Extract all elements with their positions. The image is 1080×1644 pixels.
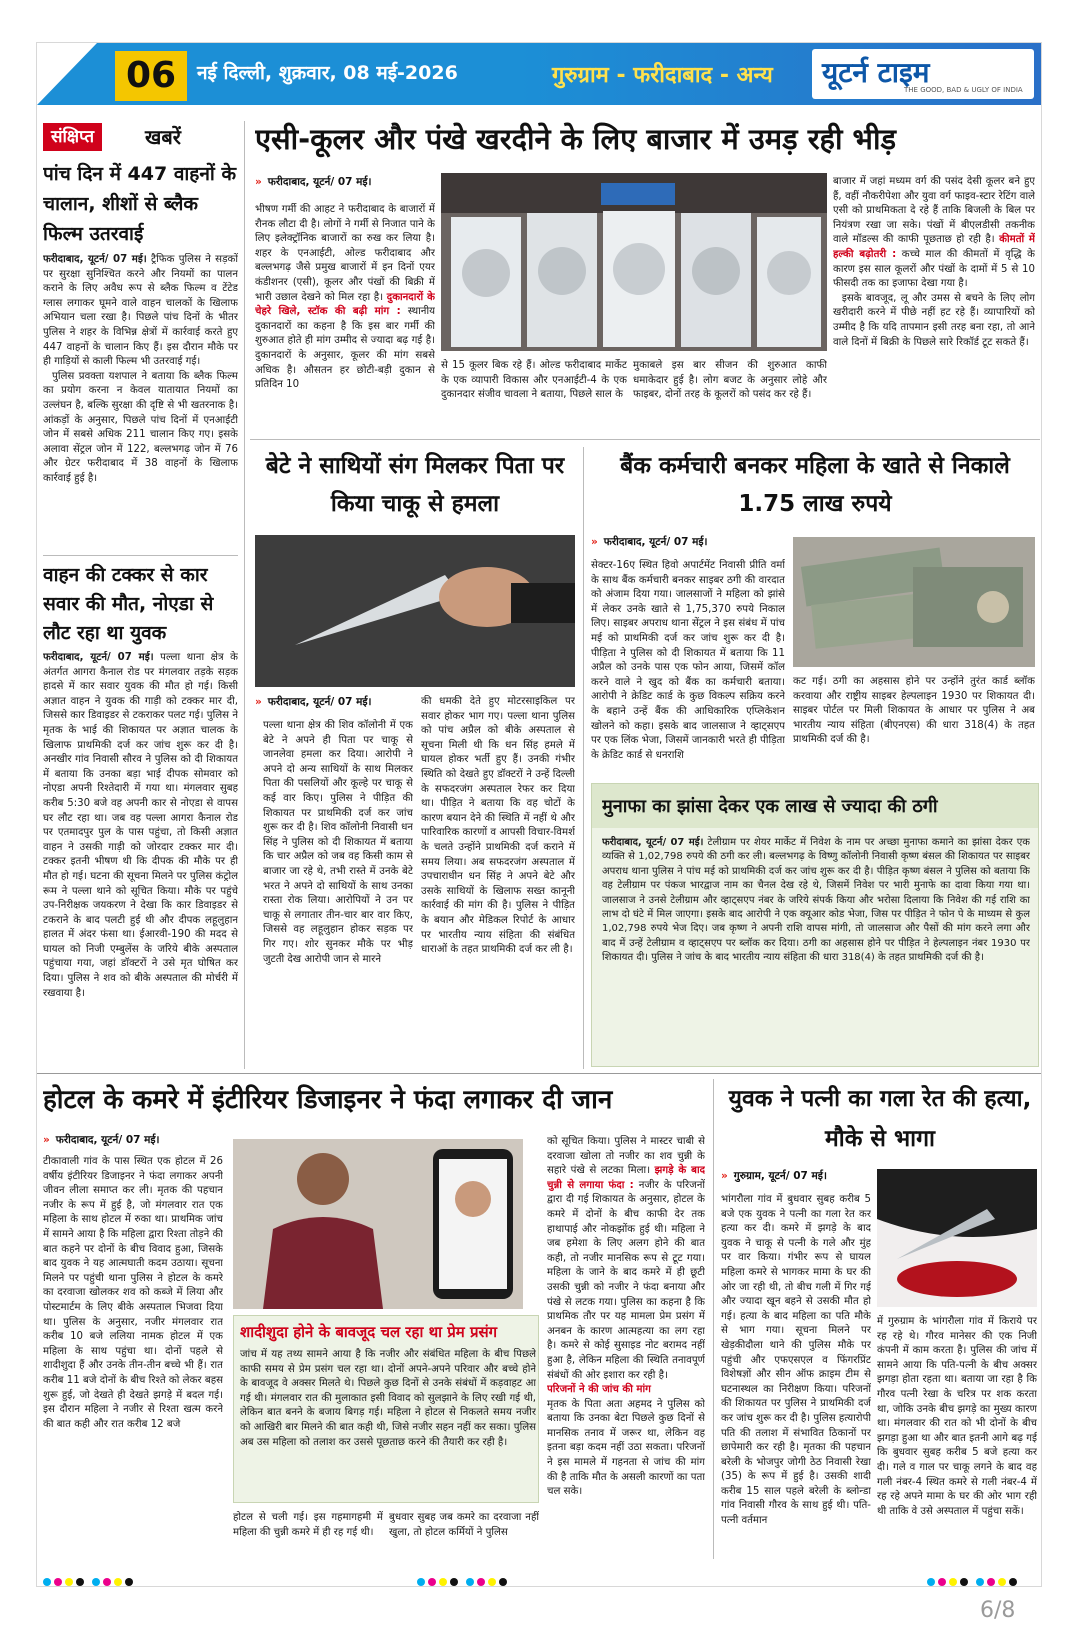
coolers-photo-art	[441, 173, 827, 351]
hotel-bottom2: बुधवार सुबह जब कमरे का दरवाजा नहीं खुला, तो होटल कर्मियों ने पुलिस	[389, 1512, 539, 1538]
crime-photo-art	[877, 1169, 1037, 1307]
masthead	[37, 43, 1042, 105]
love-box-body: जांच में यह तथ्य सामने आया है कि नजीर और संबंधित महिला के बीच पिछले काफी समय से प्रेम प्रसंग चल रहा था। दोनों अपने-अपने परिवार और बच्चे होने के बावजूद वे अक्सर मिलते थे। पिछले कुछ दिनों से उनके संबंधों में कड़वाहट आ गई थी। मंगलवार रात की मुलाकात इसी विवाद को सुलझाने के लिए रखी गई थी, लेकिन बात बनने के बजाय बिगड़ गई। महिला ने होटल से निकलते समय नजीर को आखिरी बार मिलने की बात कही थी, जिसे नजीर सहन नहीं कर सका। पुलिस अब उस महिला को तलाश कर उससे पूछताछ करने की तैयारी कर रही है।	[240, 1349, 536, 1448]
bank-col2: कट गई। ठगी का अहसास होने पर उन्होंने तुरंत कार्ड ब्लॉक करवाया और राष्ट्रीय साइबर हेल्पलाइन 1930 पर शिकायत दी। साइबर पोर्टल पर मिली शिकायत के आधार पर पुलिस ने अब भारतीय न्याय संहिता (बीएनएस) की धारा 318(4) के तहत प्राथमिकी दर्ज की है।	[793, 676, 1035, 746]
column-rule	[244, 121, 245, 1069]
lead-dateline: » फरीदाबाद, यूटर्न/ 07 मई।	[255, 176, 372, 188]
bank-col1: सेक्टर-16ए स्थित हिवो अपार्टमेंट निवासी प्रीति वर्मा के साथ बैंक कर्मचारी बनकर साइबर ठगी की वारदात को अंजाम दिया गया। जालसाजों ने महिला को झांसे में लेकर उनके खाते से 1,75,370 रुपये निकाल लिए। साइबर अपराध थाना सेंट्रल ने इस संबंध में पांच मई को प्राथमिकी दर्ज कर जांच शुरू कर दी है। पीड़िता ने पुलिस को दी शिकायत में बताया कि 11 अप्रैल को उनके पास एक फोन आया, जिसमें कॉल करने वाले ने खुद को बैंक का कर्मचारी बताया। आरोपी ने क्रेडिट कार्ड के कुछ विकल्प सक्रिय करने के बहाने उन्हें बैंक की आधिकारिक एप्लिकेशन खोलने को कहा। इसके बाद जालसाज ने व्हाट्सएप पर एक लिंक भेजा, जिसमें जानकारी भरते ही पीड़िता के क्रेडिट कार्ड से धनराशि	[591, 560, 785, 761]
knife-photo-art	[255, 535, 575, 687]
brief2-body	[43, 651, 238, 1063]
brief1-headline: पांच दिन में 447 वाहनों के चालान, शीशों से ब्लैक फिल्म उतरवाई	[43, 163, 237, 245]
brief2-dateline: फरीदाबाद, यूटर्न/ 07 मई।	[43, 652, 154, 663]
lead-subhead-1: दुकानदारों के चेहरे खिले, स्टॉक की बढ़ी मांग :	[255, 291, 435, 318]
brief1-dateline: फरीदाबाद, यूटर्न/ 07 मई।	[43, 254, 147, 265]
brief2-body-text: पल्ला थाना क्षेत्र के अंतर्गत आगरा कैनाल रोड पर मंगलवार तड़के सड़क हादसे में कार सवार युवक की मौत हो गई। किसी अज्ञात वाहन ने युवक की गाड़ी को टक्कर मार दी, जिससे कार डिवाइडर से टकराकर पलट गई। पुलिस ने मृतक के भाई की शिकायत पर अज्ञात चालक के खिलाफ प्राथमिकी दर्ज कर जांच शुरू कर दी है। अनखीर गांव निवासी सौरव ने पुलिस को दी शिकायत में बताया कि उनका बड़ा भाई दीपक सोमवार को नोएडा अपनी रिश्तेदारी में गया था। मंगलवार सुबह करीब 5:30 बजे वह अपनी कार से नोएडा से वापस घर लौट रहा था। जब वह पल्ला आगरा कैनाल रोड पर एतमादपुर पुल के पास पहुंचा, तो किसी अज्ञात वाहन ने उसकी गाड़ी को जोरदार टक्कर मार दी। टक्कर इतनी भीषण थी कि दीपक की मौके पर ही मौत हो गई। घटना की सूचना मिलने पर पुलिस कंट्रोल रूम ने पल्ला थाने को सूचित किया। मौके पर पहुंचे उप-निरीक्षक जयकरण ने देखा कि कार डिवाइडर से टकराने के बाद पलटी हुई थी और दीपक लहूलुहान हालत में अंदर फंसा था। ईआरवी-190 की मदद से घायल को निजी एम्बुलेंस के जरिये बीके अस्पताल पहुंचाया गया, जहां डॉक्टरों ने उसे मृत घोषित कर दिया। पुलिस ने शव को बीके अस्पताल की मोर्चरी में रखवाया है।	[43, 652, 238, 999]
lead-headline: एसी-कूलर और पंखे खरदीने के लिए बाजार में उमड़ रही भीड़	[255, 122, 896, 156]
masthead-notch	[37, 43, 97, 105]
profit-headline: मुनाफा का झांसा देकर एक लाख से ज्यादा की ठगी	[602, 796, 938, 817]
bank-headline: बैंक कर्मचारी बनकर महिला के खाते से निकाले 1.75 लाख रुपये	[620, 453, 1010, 517]
divider	[43, 555, 238, 556]
brief1-body-text: ट्रैफिक पुलिस ने सड़कों पर सुरक्षा सुनिश्चित करने और नियमों का पालन कराने के लिए अवैध रूप से ब्लैक फिल्म व टेंटेड ग्लास लगाकर घूमने वाले वाहन चालकों के खिलाफ अभियान चला रखा है। पिछले पांच दिनों के भीतर पुलिस ने शहर के विभिन्न क्षेत्रों में कार्रवाई करते हुए 447 वाहनों के चालान किए हैं। इस दौरान मौके पर ही गाड़ियों से काली फिल्म भी उतरवाई गई।	[43, 254, 238, 368]
column-rule	[713, 1079, 714, 1559]
logo	[812, 49, 1034, 99]
column-rule	[583, 447, 584, 1069]
lead-col3: मुकाबले इस बार सीजन की शुरुआत काफी धमाकेदार हुई है। लोग बजट के अनुसार लोहे और फाइबर, दोनों तरह के कूलरों को पसंद कर रहे हैं।	[633, 360, 827, 401]
lead-col4: बाजार में जहां मध्यम वर्ग की पसंद देसी कूलर बने हुए हैं, वहीं नौकरीपेशा और युवा वर्ग फाइव-स्टार रेटिंग वाले एसी को प्राथमिकता दे रहे हैं ताकि बिजली के बिल पर नियंत्रण रखा जा सके। पंखों में बीएलडीसी तकनीक वाले मॉडल्स की काफी पूछताछ हो रही है। कीमतों में हल्की बढ़ोतरी : कच्चे माल की कीमतों में वृद्धि के कारण इस साल कूलरों और पंखों के दामों में 5 से 10 फीसदी तक का इजाफा देखा गया है। इसके बावजूद, लू और उमस से बचने के लिए लोग खरीदारी करने में पीछे नहीं हट रहे हैं। व्यापारियों को उम्मीद है कि यदि तापमान इसी तरह बना रहा, तो आने वाले दिनों में बिक्री के पिछले सारे रिकॉर्ड टूट सकते हैं।	[833, 176, 1035, 348]
profit-dateline: फरीदाबाद, यूटर्न/ 07 मई।	[602, 837, 704, 848]
color-dots-mid	[417, 1571, 510, 1587]
page-counter: 6/8	[980, 1598, 1016, 1623]
logo-tagline: THE GOOD, BAD & UGLY OF INDIA	[904, 86, 1023, 94]
hotel-photo-art	[233, 1139, 523, 1309]
hotel-bottom1: होटल से चली गई। इस गहमागहमी में महिला की चुन्नी कमरे में ही रह गई थी।	[233, 1512, 383, 1538]
love-box	[233, 1315, 539, 1503]
hotel-col1: टीकावाली गांव के पास स्थित एक होटल में 26 वर्षीय इंटीरियर डिजाइनर ने फंदा लगाकर अपनी जीवन लीला समाप्त कर ली। मृतक की पहचान नजीर के रूप में हुई है, जो मंगलवार रात एक महिला के साथ होटल में रुका था। प्राथमिक जांच में सामने आया है कि महिला द्वारा रिश्ता तोड़ने की बात कहने पर दोनों के बीच विवाद हुआ, जिसके बाद युवक ने यह आत्मघाती कदम उठाया। सूचना मिलने पर पहुंची थाना पुलिस ने होटल के कमरे का दरवाजा खोलकर शव को कब्जे में लिया और पोस्टमार्टम के लिए बीके अस्पताल भिजवा दिया था। पुलिस के अनुसार, नजीर मंगलवार रात करीब 10 बजे ललिया नामक होटल में एक महिला के साथ पहुंचा था। दोनों पहले से शादीशुदा हैं और उनके तीन-तीन बच्चे भी हैं। रात करीब 11 बजे दोनों के बीच रिश्ते को लेकर बहस शुरू हुई, जो देखते ही देखते झगड़े में बदल गई। इस दौरान महिला ने नजीर से रिश्ता खत्म करने की बात कही और रात करीब 12 बजे	[43, 1156, 223, 1430]
brief-badge-right: खबरें	[145, 125, 181, 149]
hotel-dateline: » फरीदाबाद, यूटर्न/ 07 मई।	[43, 1134, 160, 1146]
divider	[250, 439, 1040, 440]
brief2-headline: वाहन की टक्कर से कार सवार की मौत, नोएडा से लौट रहा था युवक	[43, 564, 214, 644]
footer-dots	[37, 1565, 1042, 1587]
color-dots-right	[927, 1571, 1020, 1587]
knife-photo	[255, 535, 575, 687]
profit-body: फरीदाबाद, यूटर्न/ 07 मई। टेलीग्राम पर शेयर मार्केट में निवेश के नाम पर अच्छा मुनाफा कमाने का झांसा देकर एक व्यक्ति से 1,02,798 रुपये की ठगी कर ली। बल्लभगढ़ के विष्णु कॉलोनी निवासी कृष्ण बंसल की शिकायत पर साइबर अपराध थाना पुलिस ने पांच मई को प्राथमिकी दर्ज कर जांच शुरू कर दी है। पीड़ित कृष्ण बंसल ने पुलिस को बताया कि वह टेलीग्राम पर पंकज भारद्वाज नाम का चैनल देख रहे थे, जिसमें निवेश पर भारी मुनाफे का दावा किया गया था। जालसाज ने उनसे टेलीग्राम और व्हाट्सएप नंबर के जरिये संपर्क किया और भरोसा दिलाया कि निवेश की गई राशि का लाभ दो घंटे में मिल जाएगा। इसके बाद आरोपी ने एक क्यूआर कोड भेजा, जिस पर पीड़ित ने फोन पे के माध्यम से कुल 1,02,798 रुपये भेज दिए। जब कृष्ण ने अपनी राशि वापस मांगी, तो जालसाज और पैसों की मांग करने लगा और बाद में उन्हें टेलीग्राम व व्हाट्सएप पर ब्लॉक कर दिया। ठगी का अहसास होने पर पीड़ित ने हेल्पलाइन नंबर 1930 पर शिकायत दी। पुलिस ने जांच के बाद भारतीय न्याय संहिता की धारा 318(4) के तहत प्राथमिकी दर्ज की है।	[602, 837, 1030, 964]
lead-col2: से 15 कूलर बिक रहे हैं। ओल्ड फरीदाबाद मार्केट के एक व्यापारी विकास और एनआईटी-4 के एक दुकानदार संजीव चावला ने बताया, पिछले साल के	[441, 360, 627, 401]
divider	[37, 1073, 1042, 1074]
hotel-subhead-1: झगड़े के बाद चुन्नी से लगाया फंदा :	[547, 1165, 705, 1191]
lead-col1: भीषण गर्मी की आहट ने फरीदाबाद के बाजारों में रौनक लौटा दी है। लोगों ने गर्मी से निजात पाने के लिए इलेक्ट्रॉनिक बाजारों का रुख कर लिया है। शहर के एनआईटी, ओल्ड फरीदाबाद और बल्लभगढ़ जैसे प्रमुख बाजारों में इन दिनों एयर कंडीशनर (एसी), कूलर और पंखों की बिक्री में भारी उछाल देखने को मिल रहा है। दुकानदारों के चेहरे खिले, स्टॉक की बढ़ी मांग : स्थानीय दुकानदारों का कहना है कि इस बार गर्मी की शुरुआत होते ही मांग उम्मीद से ज्यादा बढ़ गई है। दुकानदारों के अनुसार, कूलर की मांग सबसे अधिक है। औसतन हर छोटी-बड़ी दुकान से प्रतिदिन 10	[255, 204, 435, 391]
hotel-subhead-2: परिजनों ने की जांच की मांग	[547, 1384, 651, 1396]
brief-badge-left: संक्षिप्त	[43, 123, 102, 151]
profit-box	[591, 783, 1039, 1067]
page-number: 06	[115, 51, 187, 101]
coolers-photo	[441, 173, 827, 351]
newspaper-page	[36, 42, 1042, 1587]
currency-photo-art	[793, 537, 1035, 667]
hotel-photo	[233, 1139, 523, 1309]
lead-subhead-2: कीमतों में हल्की बढ़ोतरी :	[833, 234, 1035, 260]
currency-photo	[793, 537, 1035, 667]
logo-text: यूटर्न टाइम	[822, 56, 930, 89]
knife-dateline: » फरीदाबाद, यूटर्न/ 07 मई।	[255, 696, 372, 708]
color-dots-left	[43, 1571, 136, 1587]
knife-col1: पल्ला थाना क्षेत्र की शिव कॉलोनी में एक बेटे ने अपने ही पिता पर चाकू से जानलेवा हमला कर दिया। आरोपी ने अपने दो अन्य साथियों के साथ मिलकर पिता की पसलियों और कूल्हे पर चाकू से कई वार किए। पुलिस ने पीड़ित की शिकायत पर प्राथमिकी दर्ज कर जांच शुरू कर दी है। शिव कॉलोनी निवासी धन सिंह ने पुलिस को दी शिकायत में बताया कि चार अप्रैल को जब वह किसी काम से बाजार जा रहे थे, तभी रास्ते में उनके बेटे भरत ने अपने दो साथियों के साथ उनका रास्ता रोक लिया। आरोपियों ने उन पर चाकू से लगातार तीन-चार बार वार किए, जिससे वह लहूलुहान होकर सड़क पर गिर गए। शोर सुनकर मौके पर भीड़ जुटती देख आरोपी जान से मारने	[263, 720, 413, 965]
hotel-col2: को सूचित किया। पुलिस ने मास्टर चाबी से दरवाजा खोला तो नजीर का शव चुन्नी के सहारे पंखे से लटका मिला। झगड़े के बाद चुन्नी से लगाया फंदा : नजीर के परिजनों द्वारा दी गई शिकायत के अनुसार, होटल के कमरे में दोनों के बीच काफी देर तक हाथापाई और नोकझोंक हुई थी। महिला ने जब हमेशा के लिए अलग होने की बात कही, तो नजीर मानसिक रूप से टूट गया। महिला के जाने के बाद कमरे में ही छूटी उसकी चुन्नी को नजीर ने फंदा बनाया और पंखे से लटक गया। पुलिस का कहना है कि प्राथमिक तौर पर यह मामला प्रेम प्रसंग में अनबन के कारण आत्महत्या का लग रहा है। कमरे से कोई सुसाइड नोट बरामद नहीं हुआ है, लेकिन महिला की स्थिति तनावपूर्ण संबंधों की ओर इशारा कर रही है। परिजनों ने की जांच की मांग मृतक के पिता अता अहमद ने पुलिस को बताया कि उनका बेटा पिछले कुछ दिनों से मानसिक तनाव में जरूर था, लेकिन वह इतना बड़ा कदम नहीं उठा सकता। परिजनों ने इस मामले में गहनता से जांच की मांग की है ताकि मौत के असली कारणों का पता चल सके।	[547, 1136, 705, 1498]
husband-col2: में गुरुग्राम के भांगरौला गांव में किराये पर रह रहे थे। गौरव मानेसर की एक निजी कंपनी में काम करता है। पुलिस की जांच में सामने आया कि पति-पत्नी के बीच अक्सर झगड़ा होता रहता था। बताया जा रहा है कि गौरव पत्नी रेखा के चरित्र पर शक करता था, जोकि उनके बीच झगड़े का मुख्य कारण था। मंगलवार की रात को भी दोनों के बीच झगड़ा हुआ था और बात इतनी आगे बढ़ गई कि बुधवार सुबह करीब 5 बजे हत्या कर दी। गले व गाल पर चाकू लगने के बाद वह गली नंबर-4 स्थित कमरे से गली नंबर-4 में रह रहे अपने मामा के घर की ओर भाग रही थी ताकि वे उसे अस्पताल में पहुंचा सकें।	[877, 1316, 1037, 1517]
knife-headline: बेटे ने साथियों संग मिलकर पिता पर किया चाकू से हमला	[265, 453, 565, 517]
crime-photo	[877, 1169, 1037, 1307]
husband-headline: युवक ने पत्नी का गला रेत की हत्या, मौके से भागा	[728, 1086, 1032, 1152]
love-box-headline: शादीशुदा होने के बावजूद चल रहा था प्रेम प्रसंग	[240, 1323, 498, 1341]
bank-dateline: » फरीदाबाद, यूटर्न/ 07 मई।	[591, 536, 708, 548]
brief1-body	[43, 253, 238, 551]
section-title: गुरुग्राम - फरीदाबाद - अन्य	[552, 63, 773, 88]
hotel-headline: होटल के कमरे में इंटीरियर डिजाइनर ने फंदा लगाकर दी जान	[43, 1085, 613, 1115]
husband-dateline: » गुरुग्राम, यूटर्न/ 07 मई।	[721, 1170, 827, 1182]
masthead-dateline: नई दिल्ली, शुक्रवार, 08 मई-2026	[197, 62, 458, 84]
brief1-body-text2: पुलिस प्रवक्ता यशपाल ने बताया कि ब्लैक फिल्म का प्रयोग करना न केवल यातायात नियमों का उल्लंघन है, बल्कि सुरक्षा की दृष्टि से भी खतरनाक है। आंकड़ों के अनुसार, पिछले पांच दिनों में एनआईटी जोन में सबसे अधिक 211 चालान किए गए। इसके अलावा सेंट्रल जोन में 122, बल्लभगढ़ जोन में 76 और ग्रेटर फरीदाबाद में 38 वाहनों के खिलाफ कार्रवाई हुई है।	[43, 370, 238, 484]
knife-col2: की धमकी देते हुए मोटरसाइकिल पर सवार होकर भाग गए। पल्ला थाना पुलिस को पांच अप्रैल को बीके अस्पताल से सूचना मिली थी कि धन सिंह हमले में घायल होकर भर्ती हुए हैं। उनकी गंभीर स्थिति को देखते हुए डॉक्टरों ने उन्हें दिल्ली के सफदरजंग अस्पताल रेफर कर दिया था। पीड़ित ने बताया कि वह चोटों के कारण बयान देने की स्थिति में नहीं थे और पारिवारिक कारणों व आपसी विचार-विमर्श के चलते उन्होंने प्राथमिकी दर्ज कराने में समय लिया। अब सफदरजंग अस्पताल में उपचाराधीन धन सिंह ने अपने बेटे और उसके साथियों के खिलाफ सख्त कानूनी कार्रवाई की मांग की है। पुलिस ने पीड़ित के बयान और मेडिकल रिपोर्ट के आधार पर भारतीय न्याय संहिता की संबंधित धाराओं के तहत प्राथमिकी दर्ज कर ली है।	[421, 696, 575, 956]
brief-badge	[43, 123, 221, 151]
husband-col1: भांगरौला गांव में बुधवार सुबह करीब 5 बजे एक युवक ने पत्नी का गला रेत कर हत्या कर दी। कमरे में झगड़े के बाद युवक ने चाकू से पत्नी के गले और मुंह पर वार किया। गंभीर रूप से घायल महिला कमरे से भागकर मामा के घर की ओर जा रही थी, तो बीच गली में गिर गई और ज्यादा खून बहने से उसकी मौत हो गई। हत्या के बाद महिला का पति मौके से भाग गया। सूचना मिलने पर खेड़कीदौला थाने की पुलिस मौके पर पहुंची और एफएसएल व फिंगरप्रिंट विशेषज्ञों और सीन ऑफ क्राइम टीम से घटनास्थल का निरीक्षण किया। परिजनों की शिकायत पर पुलिस ने प्राथमिकी दर्ज कर जांच शुरू कर दी है। पुलिस हत्यारोपी पति की तलाश में संभावित ठिकानों पर छापेमारी कर रही है। मृतका की पहचान बरेली के भोजपुर जोगी ठेठ निवासी रेखा (35) के रूप में हुई है। उसकी शादी करीब 15 साल पहले बरेली के ब्लोन्डा गांव निवासी गौरव के साथ हुई थी। पति-पत्नी वर्तमान	[721, 1194, 871, 1527]
